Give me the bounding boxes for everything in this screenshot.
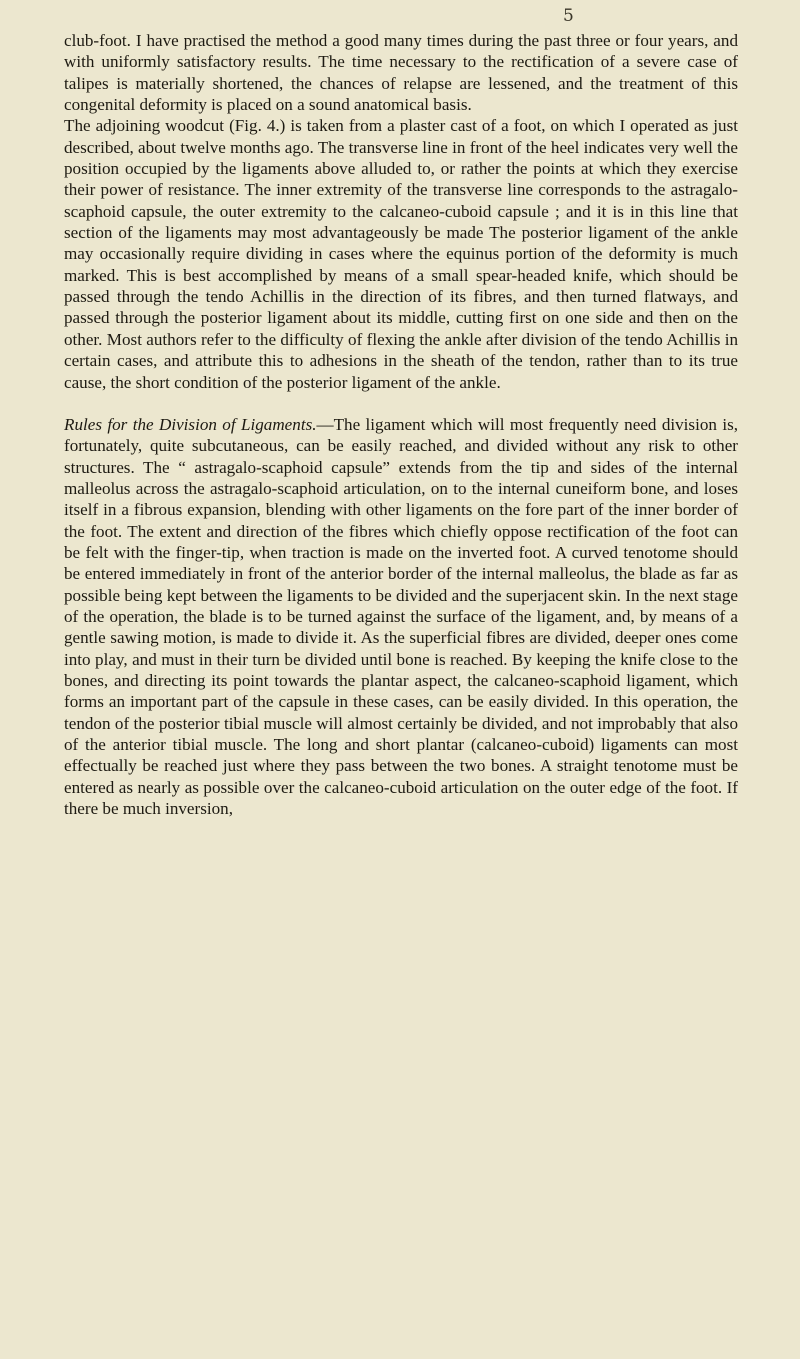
- paragraph-club-foot: club-foot. I have practised the method a good many times during the past three or four years, and with uniformly satisfactory results. The time necessary to the rectification of a severe case of talipes is materially shortened, the chances of relapse are lessened, and the treatment of this congenital deformity is placed on a sound anatomical basis.: [64, 31, 738, 115]
- page-number: 5: [563, 6, 574, 26]
- paragraph-woodcut: The adjoining woodcut (Fig. 4.) is taken from a plaster cast of a foot, on which I operated as just described, about twelve months ago. The transverse line in front of the heel indicates very well the position occupied by the ligaments above alluded to, or rather the points at which they exercise their power of resistance. The inner extremity of the transverse line corresponds to the astragalo-scaphoid capsule, the outer extremity to the calcaneo-cuboid capsule ; and it is in this line that section of the ligaments may most advantageously be made The posterior ligament of the ankle may occasionally require dividing in cases where the equinus portion of the deformity is much marked. This is best accomplished by means of a small spear-headed knife, which should be passed through the tendo Achillis in the direction of its fibres, and then turned flatways, and passed through the posterior ligament about its middle, cutting first on one side and then on the other. Most authors refer to the difficulty of flexing the ankle after division of the tendo Achillis in certain cases, and attribute this to adhesions in the sheath of the tendon, rather than to its true cause, the short condition of the posterior ligament of the ankle.: [64, 116, 738, 392]
- paragraph-rules: [64, 414, 738, 820]
- body-text: [64, 30, 738, 819]
- section-heading: Rules for the Division of Ligaments.: [64, 414, 317, 434]
- paragraph-rules-text: —The ligament which will most frequently need division is, fortunately, quite subcutaneous, can be easily reached, and divided without any risk to other structures. The “ astragalo-scaphoid capsule” extends from the tip and sides of the internal malleolus across the astragalo-scaphoid articulation, on to the internal cuneiform bone, and loses itself in a fibrous expansion, blending with other ligaments on the fore part of the inner border of the foot. The extent and direction of the fibres which chiefly oppose rectification of the foot can be felt with the finger-tip, when traction is made on the inverted foot. A curved tenotome should be entered immediately in front of the anterior border of the internal malleolus, the blade as far as possible being kept between the ligaments to be divided and the superjacent skin. In the next stage of the operation, the blade is to be turned against the surface of the ligament, and, by means of a gentle sawing motion, is made to divide it. As the superficial fibres are divided, deeper ones come into play, and must in their turn be divided until bone is reached. By keeping the knife close to the bones, and directing its point towards the plantar aspect, the calcaneo-scaphoid ligament, which forms an important part of the capsule in these cases, can be easily divided. In this operation, the tendon of the posterior tibial muscle will almost certainly be divided, and not improbably that also of the anterior tibial muscle. The long and short plantar (calcaneo-cuboid) ligaments can most effectually be reached just where they pass between the two bones. A straight tenotome must be entered as nearly as possible over the calcaneo-cuboid articulation on the outer edge of the foot. If there be much inversion,: [64, 414, 738, 819]
